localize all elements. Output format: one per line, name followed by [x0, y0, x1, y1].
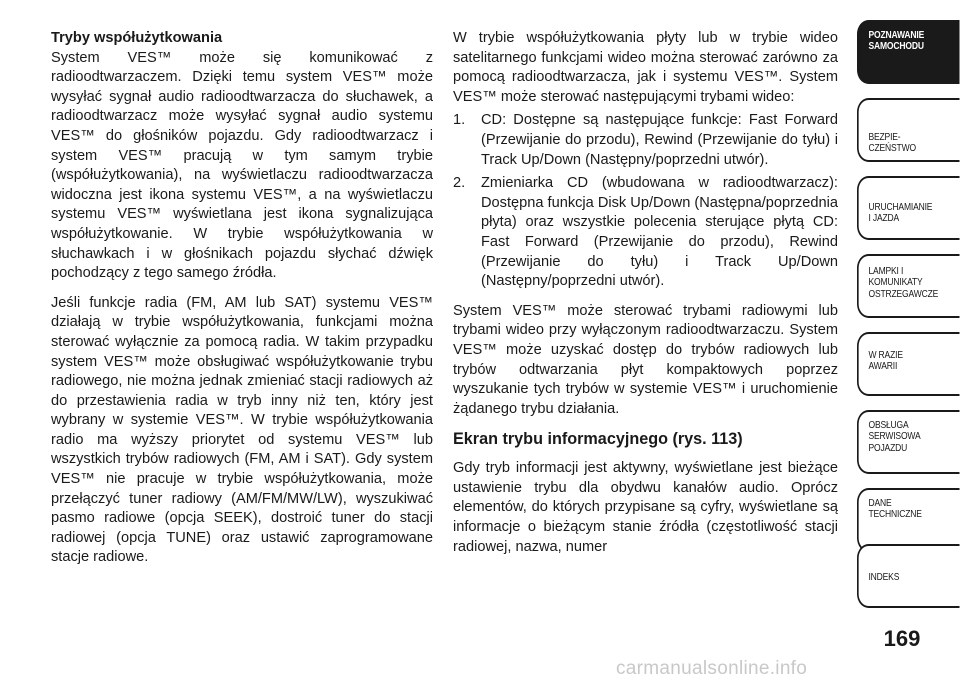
- left-column: [51, 29, 433, 578]
- tab-label-line: BEZPIE-: [868, 132, 901, 143]
- tab-lampki-i-komunikaty[interactable]: [857, 254, 960, 318]
- paragraph: System VES™ może się komunikować z radioodtwarzaczem. Dzięki temu system VES™ może wysyłać sygnał audio radioodtwarzacza do słuchawek, a radioodtwarzacz może wysyłać sygnał audio systemu VES™ do głośników pojazdu. Gdy radioodtwarzacz i system VES™ pracują w tym samym trybie (współużytkowania), na wyświetlaczu radioodtwarzacza widoczna jest ikona systemu VES™, a na wyświetlaczu systemu VES™ wyświetlana jest ikona sygnalizująca współużytkowanie. W trybie współużytkowania w słuchawkach i w głośnikach pojazdu słychać dźwięk pochodzący z tego samego źródła.: [51, 49, 433, 282]
- paragraph: W trybie współużytkowania płyty lub w trybie wideo satelitarnego funkcjami wideo można sterować zarówno za pomocą radioodtwarzacza, jak i systemu VES™. System VES™ może sterować następującymi trybami wideo:: [453, 30, 838, 105]
- paragraph: Jeśli funkcje radia (FM, AM lub SAT) systemu VES™ działają w trybie współużytkowania, funkcjami można sterować wyłącznie za pomocą radia. W takim przypadku system VES™ może obsługiwać współużytkowanie trybu radiowego, nie można jednak zmieniać stacji radiowych aż do przestawienia radia w tryb inny niż ten, który jest wybrany w systemie VES™. W trybie współużytkowania radio ma wyższy priorytet od systemu VES™ lub wszystkich trybów radiowych (FM, AM i SAT). Gdy system VES™ nie pracuje w trybie współużytkowania, może przełączyć tuner radiowy (AM/FM/MW/LW), wyszukiwać pasmo radiowe (opcja SEEK), dostroić tuner do stacji radiowej (opcja TUNE) oraz ustawić zaprogramowane stacje radiowe.: [51, 294, 433, 566]
- tab-w-razie-awarii[interactable]: [857, 332, 960, 396]
- tab-label-line: AWARII: [868, 361, 898, 373]
- tab-label-line: I JAZDA: [868, 213, 900, 225]
- section-heading-shared-modes: Tryby współużytkowania: [51, 30, 223, 46]
- paragraph: Gdy tryb informacji jest aktywny, wyświetlane jest bieżące ustawienie trybu dla obydwu kanałów audio. Oprócz elementów, do których przypisane są cyfry, wyświetlane są informacje o bieżącym stanie źródła (częstotliwość stacji radiowej, nazwa, numer: [453, 460, 838, 555]
- list-text: CD: Dostępne są następujące funkcje: Fast Forward (Przewijanie do przodu), Rewind (Przewijanie do tyłu) i Track Up/Down (Następny/poprzedni utwór).: [481, 112, 838, 168]
- list-item: [453, 174, 838, 292]
- watermark: carmanualsonline.info: [616, 658, 808, 679]
- tab-label-line: INDEKS: [868, 572, 900, 583]
- tab-label-line: LAMPKI I: [868, 266, 904, 277]
- tab-label-line: SERWISOWA: [868, 431, 921, 443]
- tab-obsluga-serwisowa[interactable]: [857, 410, 960, 474]
- tab-label-line: OSTRZEGAWCZE: [868, 288, 939, 300]
- tab-poznawanie-samochodu[interactable]: [857, 20, 960, 84]
- tab-label-line: TECHNICZNE: [868, 509, 922, 521]
- tab-label-line: OBSŁUGA: [868, 420, 909, 431]
- tab-label-line: POJAZDU: [868, 442, 908, 454]
- list-item: [453, 111, 838, 170]
- tab-indeks[interactable]: [857, 544, 960, 608]
- tab-label-line: CZEŃSTWO: [868, 143, 916, 155]
- list-text: Zmieniarka CD (wbudowana w radioodtwarzacz): Dostępna funkcja Disk Up/Down (Następna/poprzednia płyta) oraz wszystkie polecenia sterujące płytą CD: Fast Forward (Przewijanie do przodu), Rewind (Przewijanie do tyłu) i Track Up/Down (Następny/poprzedni utwór).: [481, 175, 838, 290]
- list-number: 2.: [453, 175, 466, 192]
- tab-label-line: DANE: [868, 498, 892, 509]
- right-column: [453, 29, 838, 567]
- paragraph: System VES™ może sterować trybami radiowymi lub trybami wideo przy wyłączonym radioodtwarzaczu. System VES™ może uzyskać dostęp do trybów radiowych lub trybów odtwarzania płyt kompaktowych poprzez wyszukanie tych trybów w systemie VES™ i uruchomienie żądanego trybu działania.: [453, 302, 838, 417]
- tab-uruchamianie-i-jazda[interactable]: [857, 176, 960, 240]
- tab-bezpieczenstwo[interactable]: [857, 98, 960, 162]
- tab-label-line: URUCHAMIANIE: [868, 202, 933, 213]
- chapter-tabs-sidebar: [857, 0, 960, 678]
- tab-label-line: KOMUNIKATY: [868, 277, 923, 289]
- tab-label-line: SAMOCHODU: [868, 41, 924, 53]
- page-number: 169: [883, 626, 921, 651]
- tab-label-line: POZNAWANIE: [868, 30, 925, 41]
- tab-label-line: W RAZIE: [868, 350, 903, 361]
- list-number: 1.: [453, 112, 466, 129]
- tab-dane-techniczne[interactable]: [857, 488, 960, 552]
- section-heading-info-screen: Ekran trybu informacyjnego (rys. 113): [453, 430, 743, 449]
